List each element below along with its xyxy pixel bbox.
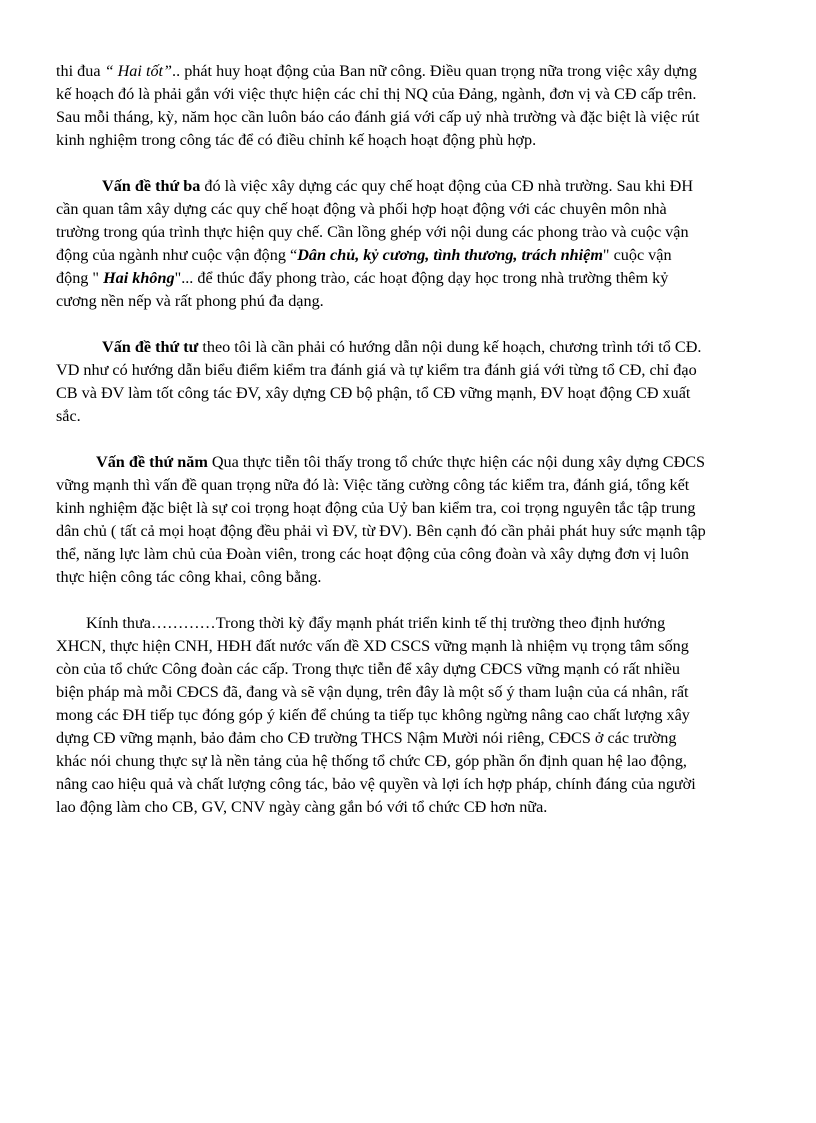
paragraph-3 <box>56 336 706 428</box>
document-page <box>56 60 706 842</box>
p2-text-3: "... để thúc đẩy phong trào, các hoạt động dạy học trong nhà trường thêm kỷ cương nền nếp và rất phong phú đa dạng. <box>56 269 669 310</box>
p2-campaign-name-1: Dân chủ, kỷ cương, tình thương, trách nhiệm <box>297 246 603 264</box>
p2-text-2: " cuộc vận động " <box>56 246 672 287</box>
paragraph-2 <box>56 175 706 313</box>
p3-text: theo tôi là cần phải có hướng dẫn nội dung kế hoạch, chương trình tới tổ CĐ. VD như có hướng dẫn biểu điểm kiểm tra đánh giá và tự kiểm tra đánh giá với từng tổ CĐ, chỉ đạo CB và ĐV làm tốt công tác ĐV, xây dựng CĐ bộ phận, tổ CĐ vững mạnh, ĐV hoạt động CĐ xuất sắc. <box>56 338 702 425</box>
paragraph-4 <box>56 451 706 589</box>
p2-campaign-name-2: Hai không <box>103 269 175 287</box>
paragraph-5 <box>56 612 706 819</box>
p1-hai-tot-quote: “ Hai tốt” <box>104 62 173 80</box>
p4-lead-heading: Vấn đề thứ năm <box>96 453 208 471</box>
p1-text-start: thi đua <box>56 62 105 80</box>
p4-text: Qua thực tiễn tôi thấy trong tổ chức thực hiện các nội dung xây dựng CĐCS vững mạnh thì vấn đề quan trọng nữa đó là: Việc tăng cường công tác kiểm tra, đánh giá, tổng kết kinh nghiệm đặc biệt là sự coi trọng hoạt động của Uỷ ban kiểm tra, coi trọng nguyên tắc tập trung dân chủ ( tất cả mọi hoạt động đều phải vì ĐV, từ ĐV). Bên cạnh đó cần phải phát huy sức mạnh tập thể, năng lực làm chủ của Đoàn viên, trong các hoạt động của công đoàn và xây dựng đơn vị luôn thực hiện công tác công khai, công bằng. <box>56 453 706 586</box>
p1-text-rest: .. phát huy hoạt động của Ban nữ công. Điều quan trọng nữa trong việc xây dựng kế hoạch đó là phải gắn với việc thực hiện các chỉ thị NQ của Đảng, ngành, đơn vị và CĐ cấp trên. Sau mỗi tháng, kỳ, năm học cần luôn báo cáo đánh giá với cấp uỷ nhà trường và đặc biệt là việc rút kinh nghiệm trong công tác để có điều chỉnh kế hoạch hoạt động phù hợp. <box>56 62 700 149</box>
paragraph-1 <box>56 60 706 152</box>
p3-lead-heading: Vấn đề thứ tư <box>102 338 199 356</box>
p5-text: Kính thưa…………Trong thời kỳ đẩy mạnh phát triển kinh tế thị trường theo định hướng XHCN, thực hiện CNH, HĐH đất nước vấn đề XD CSCS vững mạnh là nhiệm vụ trọng tâm sống còn của tổ chức Công đoàn các cấp. Trong thực tiễn để xây dựng CĐCS vững mạnh có rất nhiều biện pháp mà mỗi CĐCS đã, đang và sẽ vận dụng, trên đây là một số ý tham luận của cá nhân, rất mong các ĐH tiếp tục đóng góp ý kiến để chúng ta tiếp tục không ngừng nâng cao chất lượng xây dựng CĐ vững mạnh, bảo đảm cho CĐ trường THCS Nậm Mười nói riêng, CĐCS ở các trường khác nói chung thực sự là nền tảng của hệ thống tổ chức CĐ, góp phần ổn định quan hệ lao động, nâng cao hiệu quả và chất lượng công tác, bảo vệ quyền và lợi ích hợp pháp, chính đáng của người lao động làm cho CB, GV, CNV ngày càng gắn bó với tổ chức CĐ hơn nữa. <box>56 614 696 816</box>
p2-text-1: đó là việc xây dựng các quy chế hoạt động của CĐ nhà trường. Sau khi ĐH cần quan tâm xây dựng các quy chế hoạt động và phối hợp hoạt động với các chuyên môn nhà trường trong qúa trình thực hiện quy chế. Cần lồng ghép với nội dung các phong trào và cuộc vận động của ngành như cuộc vận động “ <box>56 177 694 264</box>
p2-lead-heading: Vấn đề thứ ba <box>102 177 201 195</box>
